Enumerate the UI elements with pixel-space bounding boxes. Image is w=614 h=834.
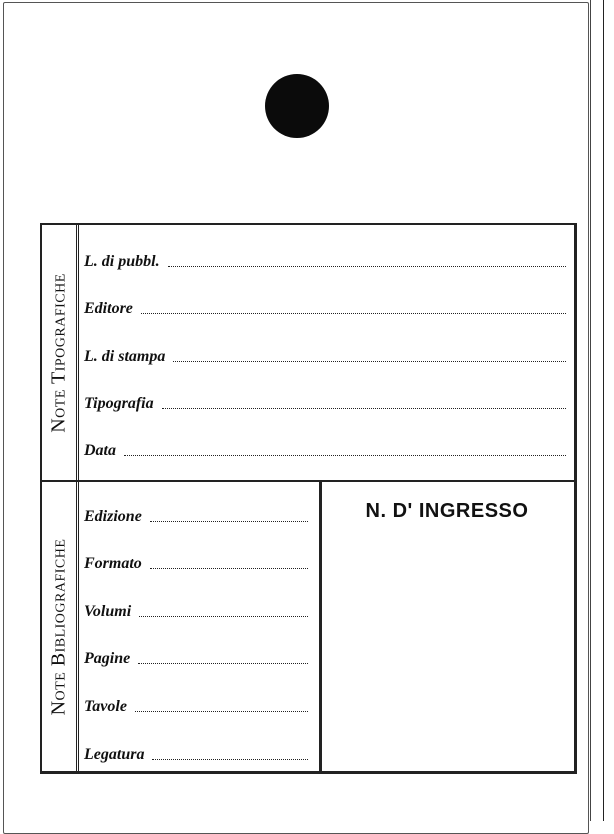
field-fill-line [162,408,566,409]
card-edge [590,0,591,821]
field-tavole[interactable] [84,692,308,716]
field-fill-line [152,759,308,760]
typographic-notes-section [42,225,574,482]
field-label: Data [84,442,116,459]
field-label: Tavole [84,698,127,715]
section-divider [319,482,322,771]
bibliographic-fields [84,482,308,771]
field-fill-line [141,313,566,314]
field-edizione[interactable] [84,502,308,526]
bibliographic-notes-label-column [42,482,79,771]
field-fill-line [150,521,308,522]
field-label: Volumi [84,603,132,620]
field-data[interactable] [84,436,566,460]
field-fill-line [138,663,308,664]
field-fill-line [124,455,566,456]
field-label: L. di stampa [84,348,166,365]
field-tipografia[interactable] [84,389,566,413]
card-form-frame [40,223,577,774]
typographic-notes-title: Note Tipografiche [47,272,70,433]
field-formato[interactable] [84,549,308,573]
field-luogo-pubblicazione[interactable] [84,247,566,271]
field-fill-line [150,568,308,569]
field-label: Tipografia [84,395,154,412]
field-pagine[interactable] [84,644,308,668]
field-fill-line [139,616,308,617]
field-label: Formato [84,555,142,572]
field-editore[interactable] [84,294,566,318]
numero-ingresso-label: N. D' INGRESSO [365,500,529,522]
field-label: Editore [84,300,133,317]
punch-hole [265,74,329,138]
bibliographic-notes-section [42,482,574,771]
typographic-notes-label-column [42,225,79,480]
field-volumi[interactable] [84,597,308,621]
field-fill-line [135,711,308,712]
field-fill-line [168,266,566,267]
bibliographic-notes-title: Note Bibliografiche [47,538,70,715]
field-legatura[interactable] [84,740,308,764]
field-label: L. di pubbl. [84,253,160,270]
field-luogo-stampa[interactable] [84,342,566,366]
field-label: Legatura [84,746,145,763]
field-fill-line [173,361,566,362]
typographic-fields [84,225,566,480]
card-edge-outer [603,0,604,821]
field-label: Edizione [84,508,142,525]
field-label: Pagine [84,650,131,667]
